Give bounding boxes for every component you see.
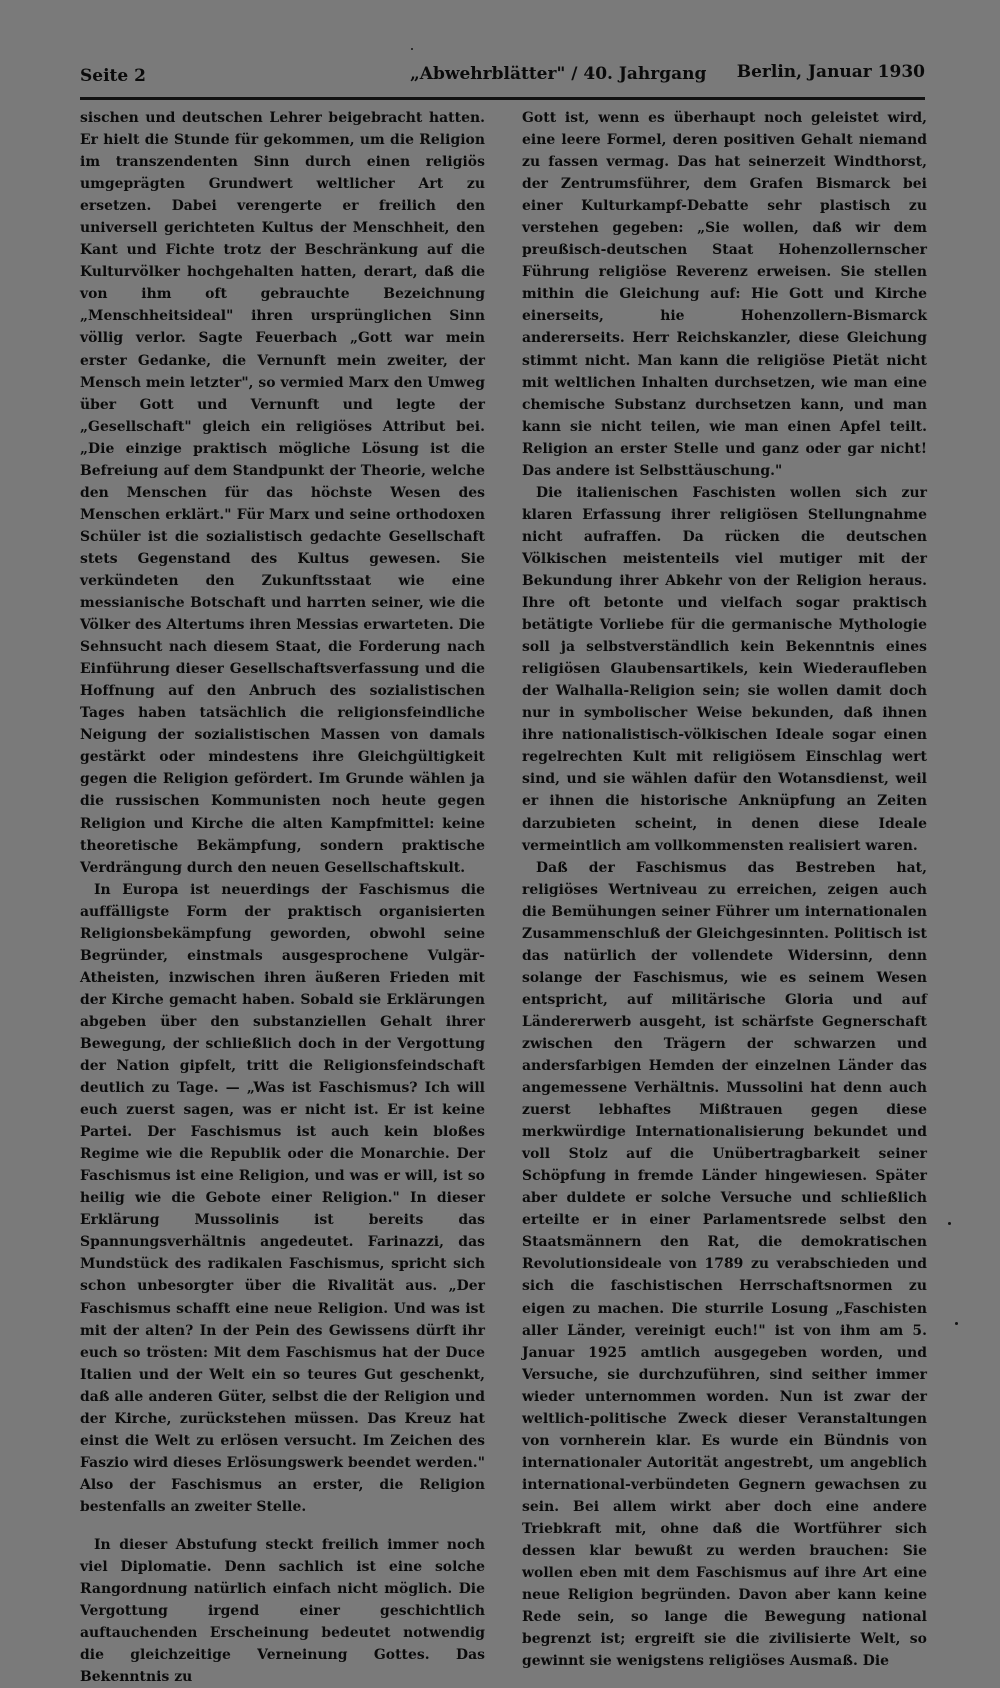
scan-speck bbox=[955, 1322, 958, 1325]
right-column bbox=[522, 107, 927, 1672]
paragraph-gap bbox=[80, 1518, 485, 1534]
left-column bbox=[80, 107, 485, 1688]
right-paragraph-2: Die italienischen Faschisten wollen sich zur klaren Erfassung ihrer religiösen Stellungnahme nicht aufraffen. Da rücken die deutschen Völkischen meistenteils viel mutiger mit der Bekundung ihrer Abkehr von der Religion heraus. Ihre oft betonte und vielfach sogar praktisch betätigte Vorliebe für die germanische Mythologie soll ja selbstverständlich kein Bekenntnis eines religiösen Glaubensartikels, kein Wiederaufleben der Walhalla-Religion sein; sie wollen damit doch nur in symbolischer Weise bekunden, daß ihnen ihre nationalistisch-völkischen Ideale sogar einen regelrechten Kult mit religiösem Einschlag wert sind, und sie wählen dafür den Wotansdienst, weil er ihnen die historische Anknüpfung an Zeiten darzubieten scheint, in denen diese Ideale vermeintlich am vollkommensten realisiert waren. bbox=[522, 484, 927, 854]
right-paragraph-3: Daß der Faschismus das Bestreben hat, religiöses Wertniveau zu erreichen, zeigen auch die Bemühungen seiner Führer um internationalen Zusammenschluß der Gleichgesinnten. Politisch ist das natürlich der vollendete Widersinn, denn solange der Faschismus, wie es seinem Wesen entspricht, auf militärische Gloria und auf Ländererwerb ausgeht, ist schärfste Gegnerschaft zwischen den Trägern der schwarzen und andersfarbigen Hemden der einzelnen Länder das angemessene Verhältnis. Mussolini hat denn auch zuerst lebhaftes Mißtrauen gegen diese merkwürdige Internationalisierung bekundet und voll Stolz auf die Unübertragbarkeit seiner Schöpfung in fremde Länder hingewiesen. Später aber duldete er solche Versuche und schließlich erteilte er in einer Parlamentsrede selbst den Staatsmännern den Rat, die demokratischen Revolutionsideale von 1789 zu verabschieden und sich die faschistischen Herrschaftsnormen zu eigen zu machen. Die sturrile Losung „Faschisten aller Länder, vereinigt euch!" ist von ihm am 5. Januar 1925 amtlich ausgegeben worden, und Versuche, sie durchzuführen, sind seither immer wieder unternommen worden. Nun ist zwar der weltlich-politische Zweck dieser Veranstaltungen von vornherein klar. Es wurde ein Bündnis von internationaler Autorität angestrebt, um angeblich international-verbündeten Gegnern gewachsen zu sein. Bei allem wirkt aber doch eine andere Triebkraft mit, ohne daß die Wortführer sich dessen klar bewußt zu werden brauchen: Sie wollen eben mit dem Faschismus auf ihre Art eine neue Religion begründen. Davon aber kann keine Rede sein, so lange die Bewegung national begrenzt ist; ergreift sie die zivilisierte Welt, so gewinnt sie wenigstens religiöses Ausmaß. Die bbox=[522, 859, 927, 1670]
left-paragraph-2: In Europa ist neuerdings der Faschismus die auffälligste Form der praktisch organisierten Religionsbekämpfung geworden, obwohl seine Begründer, einstmals ausgesprochene Vulgär-Atheisten, inzwischen ihren äußeren Frieden mit der Kirche gemacht haben. Sobald sie Erklärungen abgeben über den substanziellen Gehalt ihrer Bewegung, der schließlich doch in der Vergottung der Nation gipfelt, tritt die Religionsfeindschaft deutlich zu Tage. — „Was ist Faschismus? Ich will euch zuerst sagen, was er nicht ist. Er ist keine Partei. Der Faschismus ist auch kein bloßes Regime wie die Republik oder die Monarchie. Der Faschismus ist eine Religion, und was er will, ist so heilig wie die Gebote einer Religion." In dieser Erklärung Mussolinis ist bereits das Spannungsverhältnis angedeutet. Farinazzi, das Mundstück des radikalen Faschismus, spricht sich schon unbesorgter über die Rivalität aus. „Der Faschismus schafft eine neue Religion. Und was ist mit der alten? In der Pein des Gewissens dürft ihr euch so trösten: Mit dem Faschismus hat der Duce Italien und der Welt ein so teures Gut geschenkt, daß alle anderen Güter, selbst die der Religion und der Kirche, zurückstehen müssen. Das Kreuz hat einst die Welt zu erlösen versucht. Im Zeichen des Faszio wird dieses Erlösungswerk beendet werden." Also der Faschismus an erster, die Religion bestenfalls an zweiter Stelle. bbox=[80, 881, 485, 1515]
page-header bbox=[80, 62, 925, 88]
scan-speck bbox=[411, 48, 413, 50]
scan-speck bbox=[948, 1222, 951, 1225]
page-number: Seite 2 bbox=[80, 66, 146, 86]
header-rule bbox=[80, 97, 925, 100]
left-paragraph-1: sischen und deutschen Lehrer beigebracht hatten. Er hielt die Stunde für gekommen, um die Religion im transzendenten Sinn durch einen religiös umgeprägten Grundwert weltlicher Art zu ersetzen. Dabei verengerte er freilich den universell gerichteten Kultus der Menschheit, den Kant und Fichte trotz der Beschränkung auf die Kulturvölker hochgehalten hatten, derart, daß die von ihm oft gebrauchte Bezeichnung „Menschheitsideal" ihren ursprünglichen Sinn völlig verlor. Sagte Feuerbach „Gott war mein erster Gedanke, die Vernunft mein zweiter, der Mensch mein letzter", so vermied Marx den Umweg über Gott und Vernunft und legte der „Gesellschaft" gleich ein religiöses Attribut bei. „Die einzige praktisch mögliche Lösung ist die Befreiung auf dem Standpunkt der Theorie, welche den Menschen für das höchste Wesen des Menschen erklärt." Für Marx und seine orthodoxen Schüler ist die sozialistisch gedachte Gesellschaft stets Gegenstand des Kultus gewesen. Sie verkündeten den Zukunftsstaat wie eine messianische Botschaft und harrten seiner, wie die Völker des Altertums ihren Messias erwarteten. Die Sehnsucht nach diesem Staat, die Forderung nach Einführung dieser Gesellschaftsverfassung und die Hoffnung auf den Anbruch des sozialistischen Tages haben tatsächlich die religionsfeindliche Neigung der sozialistischen Massen von damals gestärkt oder mindestens ihre Gleichgültigkeit gegen die Religion gefördert. Im Grunde wählen ja die russischen Kommunisten noch heute gegen Religion und Kirche die alten Kampfmittel: keine theoretische Bekämpfung, sondern praktische Verdrängung durch den neuen Gesellschaftskult. bbox=[80, 110, 485, 876]
place-date: Berlin, Januar 1930 bbox=[736, 62, 925, 82]
left-paragraph-3: In dieser Abstufung steckt freilich immer noch viel Diplomatie. Denn sachlich ist eine solche Rangordnung natürlich einfach nicht möglich. Die Vergottung irgend einer geschichtlich auftauchenden Erscheinung bedeutet notwendig die gleichzeitige Verneinung Gottes. Das Bekenntnis zu bbox=[80, 1537, 485, 1686]
right-paragraph-1: Gott ist, wenn es überhaupt noch geleistet wird, eine leere Formel, deren positiven Gehalt niemand zu fassen vermag. Das hat seinerzeit Windthorst, der Zentrumsführer, dem Grafen Bismarck bei einer Kulturkampf-Debatte sehr plastisch zu verstehen gegeben: „Sie wollen, daß wir dem preußisch-deutschen Staat Hohenzollernscher Führung religiöse Reverenz erweisen. Sie stellen mithin die Gleichung auf: Hie Gott und Kirche einerseits, hie Hohenzollern-Bismarck andererseits. Herr Reichskanzler, diese Gleichung stimmt nicht. Man kann die religiöse Pietät nicht mit weltlichen Inhalten durchsetzen, wie man eine chemische Substanz durchsetzen kann, und man kann sie nicht teilen, wie man einen Apfel teilt. Religion an erster Stelle und ganz oder gar nicht! Das andere ist Selbsttäuschung." bbox=[522, 110, 927, 479]
journal-title: „Abwehrblätter" / 40. Jahrgang bbox=[410, 64, 707, 84]
